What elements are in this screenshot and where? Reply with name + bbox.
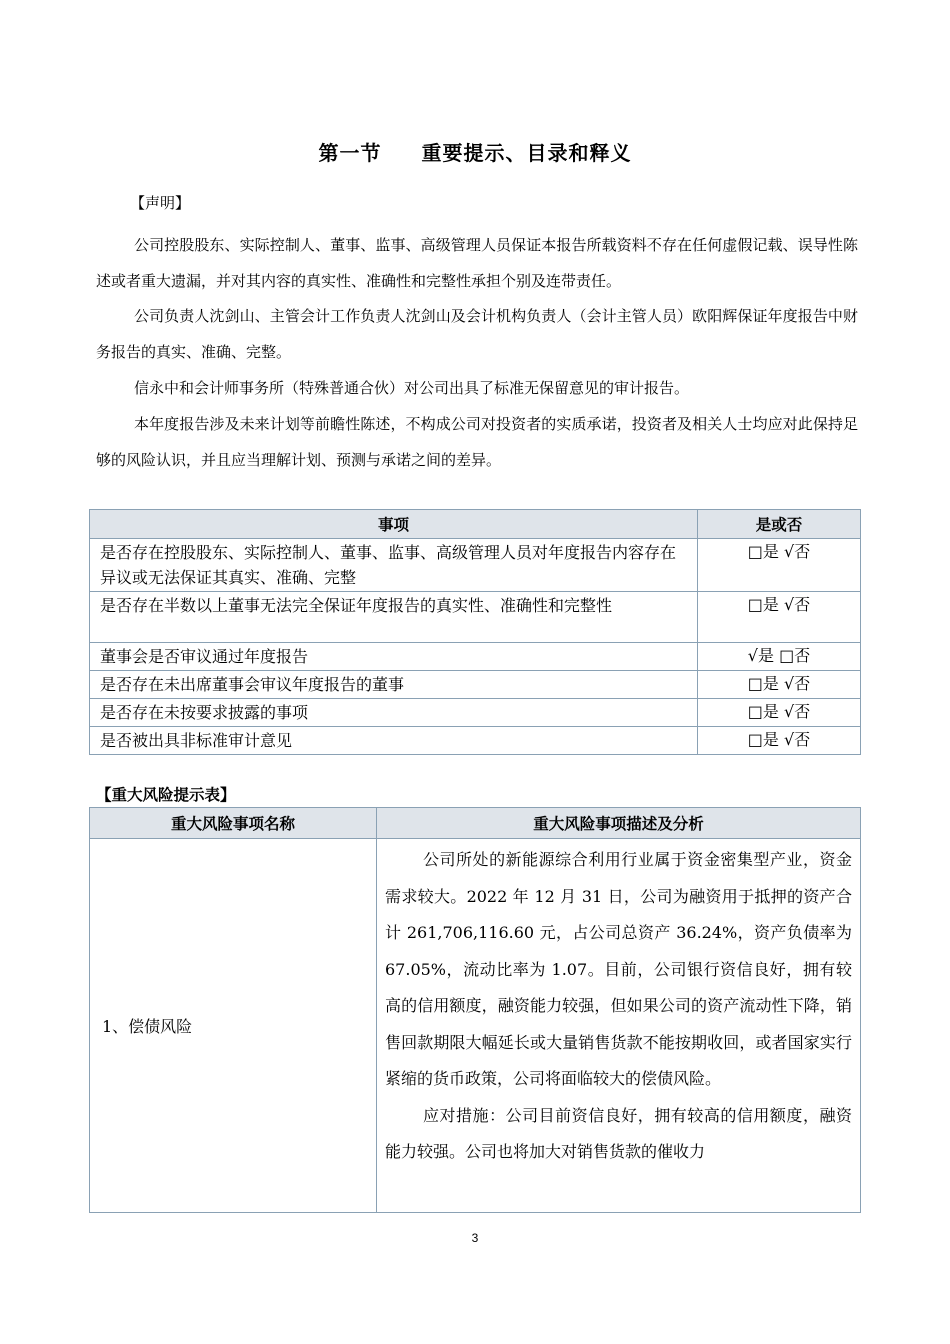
matter-answer: √是 □否 xyxy=(698,643,861,671)
table-row xyxy=(90,643,861,671)
matters-header-row xyxy=(90,510,861,539)
table-row xyxy=(90,699,861,727)
matter-answer: □是 √否 xyxy=(698,592,861,643)
declaration-label: 【声明】 xyxy=(130,194,191,212)
declaration-paragraph: 公司负责人沈剑山、主管会计工作负责人沈剑山及会计机构负责人（会计主管人员）欧阳辉保证年度报告中财务报告的真实、准确、完整。 xyxy=(96,307,858,361)
matter-answer: □是 √否 xyxy=(698,699,861,727)
table-row xyxy=(90,727,861,755)
matter-item: 是否被出具非标准审计意见 xyxy=(90,727,698,755)
declaration-paragraph: 本年度报告涉及未来计划等前瞻性陈述，不构成公司对投资者的实质承诺，投资者及相关人士均应对此保持足够的风险认识，并且应当理解计划、预测与承诺之间的差异。 xyxy=(96,415,858,469)
matter-answer: □是 √否 xyxy=(698,539,861,592)
risk-description xyxy=(377,839,861,1213)
risk-paragraph: 应对措施：公司目前资信良好，拥有较高的信用额度，融资能力较强。公司也将加大对销售货款的催收力 xyxy=(385,1105,852,1161)
section-heading: 重要提示、目录和释义 xyxy=(421,141,632,165)
risk-table-label: 【重大风险提示表】 xyxy=(96,786,236,804)
matter-item: 是否存在控股股东、实际控制人、董事、监事、高级管理人员对年度报告内容存在异议或无法保证其真实、准确、完整 xyxy=(90,539,698,592)
declaration-paragraph: 公司控股股东、实际控制人、董事、监事、高级管理人员保证本报告所载资料不存在任何虚假记载、误导性陈述或者重大遗漏，并对其内容的真实性、准确性和完整性承担个别及连带责任。 xyxy=(96,236,858,290)
matter-answer: □是 √否 xyxy=(698,671,861,699)
table-row xyxy=(90,592,861,643)
matter-item: 是否存在半数以上董事无法完全保证年度报告的真实性、准确性和完整性 xyxy=(90,592,698,643)
risk-header-name: 重大风险事项名称 xyxy=(90,808,377,839)
matters-header-answer: 是或否 xyxy=(698,510,861,539)
section-number: 第一节 xyxy=(318,141,382,165)
risk-paragraph: 公司所处的新能源综合利用行业属于资金密集型产业，资金需求较大。2022 年 12 月 31 日，公司为融资用于抵押的资产合计 261,706,116.60 元，占公司总资产 36.24%，资产负债率为 67.05%，流动比率为 1.07。目前，公司银行资信良好，拥有较高的信用额度，融资能力较强，但如果公司的资产流动性下降，销售回款期限大幅延长或大量销售货款不能按期收回，或者国家实行紧缩的货币政策，公司将面临较大的偿债风险。 xyxy=(385,850,852,1088)
table-row xyxy=(90,839,861,1213)
matter-item: 是否存在未按要求披露的事项 xyxy=(90,699,698,727)
matters-table xyxy=(89,509,861,755)
matter-item: 董事会是否审议通过年度报告 xyxy=(90,643,698,671)
declaration-paragraph: 信永中和会计师事务所（特殊普通合伙）对公司出具了标准无保留意见的审计报告。 xyxy=(134,379,690,397)
table-row xyxy=(90,671,861,699)
matter-item: 是否存在未出席董事会审议年度报告的董事 xyxy=(90,671,698,699)
risk-header-desc: 重大风险事项描述及分析 xyxy=(377,808,861,839)
matter-answer: □是 √否 xyxy=(698,727,861,755)
section-title xyxy=(0,137,950,166)
risk-header-row xyxy=(90,808,861,839)
risk-name: 1、偿债风险 xyxy=(90,839,377,1213)
matters-header-item: 事项 xyxy=(90,510,698,539)
risk-table xyxy=(89,807,861,1213)
table-row xyxy=(90,539,861,592)
page-number: 3 xyxy=(471,1231,479,1245)
